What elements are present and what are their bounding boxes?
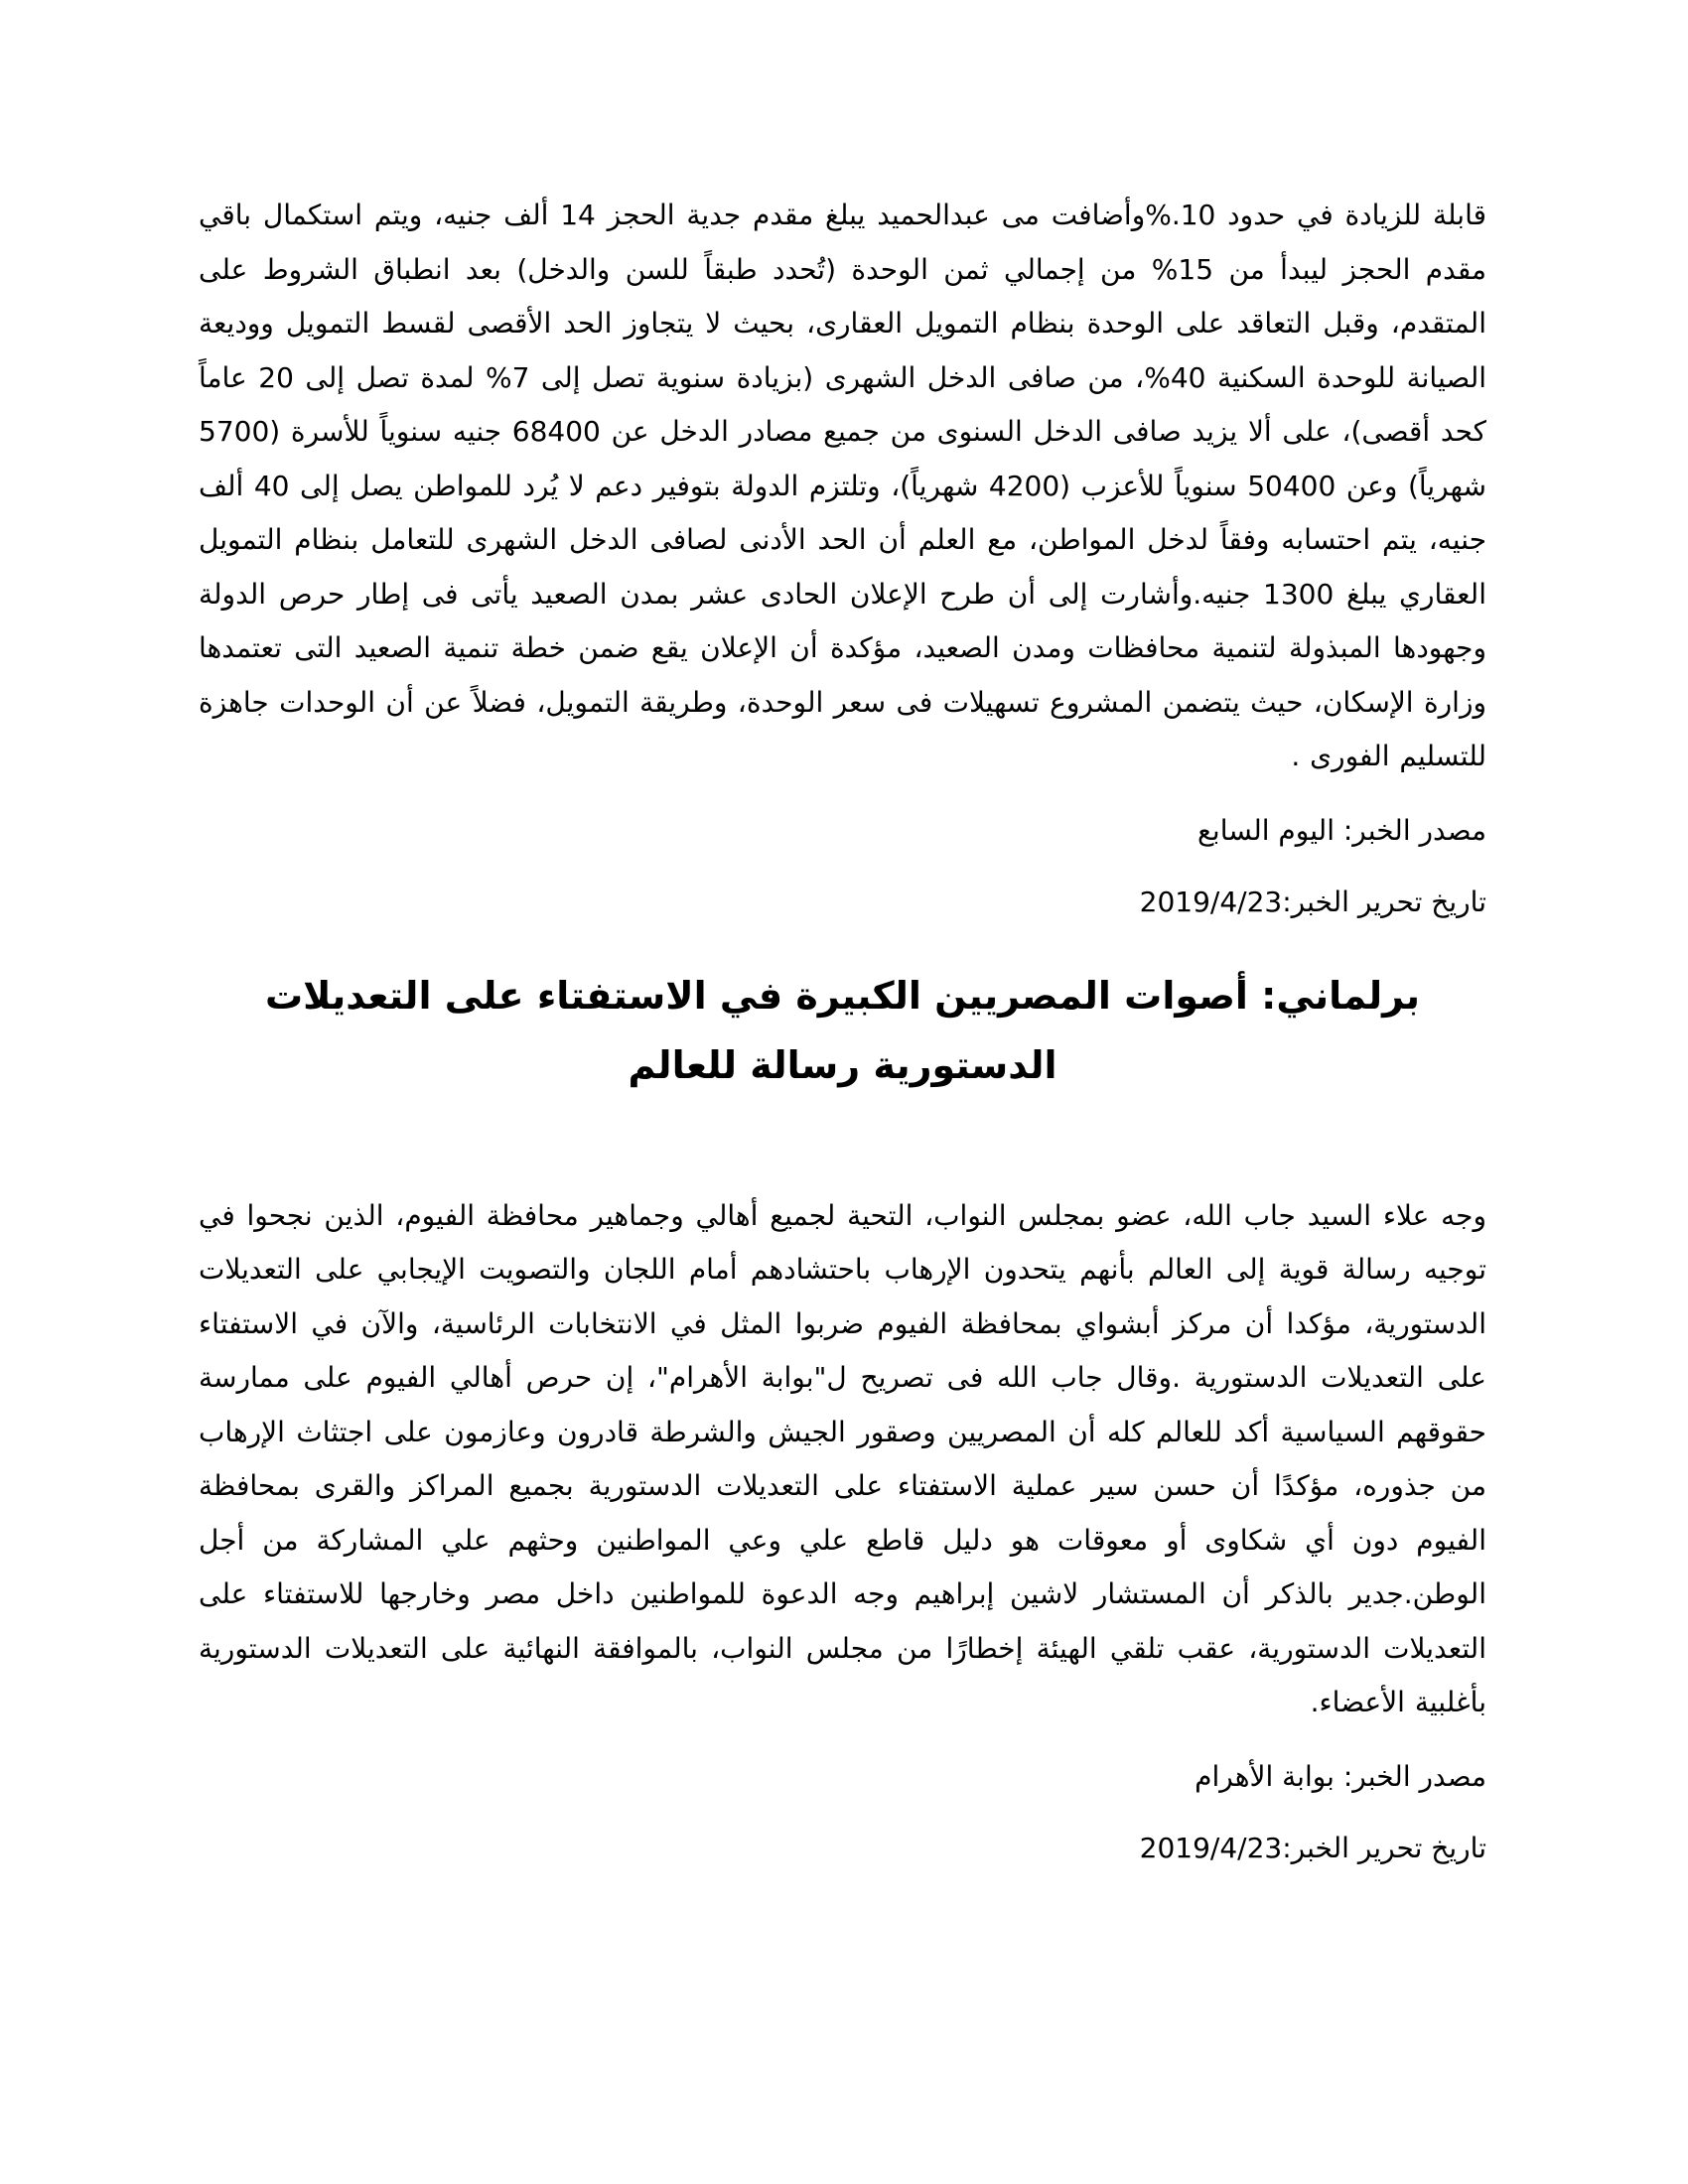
- article-1-date: تاريخ تحرير الخبر:2019/4/23: [1139, 885, 1486, 918]
- article-2-source: مصدر الخبر: بوابة الأهرام: [1195, 1759, 1486, 1793]
- article-1-body: قابلة للزيادة في حدود 10.%وأضافت مى عبدالحميد يبلغ مقدم جدية الحجز 14 ألف جنيه، ويتم استكمال باقي مقدم الحجز ليبدأ من 15% من إجمالي ثمن الوحدة (تُحدد طبقاً للسن والدخل) بعد انطباق الشروط على المتقدم، وقبل التعاقد على الوحدة بنظام التمويل العقارى، بحيث لا يتجاوز الحد الأقصى لقسط التمويل ووديعة الصيانة للوحدة السكنية 40%، من صافى الدخل الشهرى (بزيادة سنوية تصل إلى 7% لمدة تصل إلى 20 عاماً كحد أقصى)، على ألا يزيد صافى الدخل السنوى من جميع مصادر الدخل عن 68400 جنيه سنوياً للأسرة (5700 شهرياً) وعن 50400 سنوياً للأعزب (4200 شهرياً)، وتلتزم الدولة بتوفير دعم لا يُرد للمواطن يصل إلى 40 ألف جنيه، يتم احتسابه وفقاً لدخل المواطن، مع العلم أن الحد الأدنى لصافى الدخل الشهرى للتعامل بنظام التمويل العقاري يبلغ 1300 جنيه.وأشارت إلى أن طرح الإعلان الحادى عشر بمدن الصعيد يأتى فى إطار حرص الدولة وجهودها المبذولة لتنمية محافظات ومدن الصعيد، مؤكدة أن الإعلان يقع ضمن خطة تنمية الصعيد التى تعتمدها وزارة الإسكان، حيث يتضمن المشروع تسهيلات فى سعر الوحدة، وطريقة التمويل، فضلاً عن أن الوحدات جاهزة للتسليم الفورى .: [199, 199, 1487, 772]
- article-2-headline: برلماني: أصوات المصريين الكبيرة في الاستفتاء على التعديلات الدستورية رسالة للعالم: [264, 973, 1421, 1087]
- document-page: [199, 189, 1486, 1875]
- article-2-date: تاريخ تحرير الخبر:2019/4/23: [1139, 1831, 1486, 1864]
- article-2-body: وجه علاء السيد جاب الله، عضو بمجلس النواب، التحية لجميع أهالي وجماهير محافظة الفيوم، الذين نجحوا في توجيه رسالة قوية إلى العالم بأنهم يتحدون الإرهاب باحتشادهم أمام اللجان والتصويت الإيجابي على التعديلات الدستورية، مؤكدا أن مركز أبشواي بمحافظة الفيوم ضربوا المثل في الانتخابات الرئاسية، والآن في الاستفتاء على التعديلات الدستورية .وقال جاب الله فى تصريح ل"بوابة الأهرام"، إن حرص أهالي الفيوم على ممارسة حقوقهم السياسية أكد للعالم كله أن المصريين وصقور الجيش والشرطة قادرون وعازمون على اجتثاث الإرهاب من جذوره، مؤكدًا أن حسن سير عملية الاستفتاء على التعديلات الدستورية بجميع المراكز والقرى بمحافظة الفيوم دون أي شكاوى أو معوقات هو دليل قاطع علي وعي المواطنين وحثهم علي المشاركة من أجل الوطن.جدير بالذكر أن المستشار لاشين إبراهيم وجه الدعوة للمواطنين داخل مصر وخارجها للاستفتاء على التعديلات الدستورية، عقب تلقي الهيئة إخطارًا من مجلس النواب، بالموافقة النهائية على التعديلات الدستورية بأغلبية الأعضاء.: [199, 1198, 1486, 1718]
- article-1-source: مصدر الخبر: اليوم السابع: [1197, 813, 1486, 847]
